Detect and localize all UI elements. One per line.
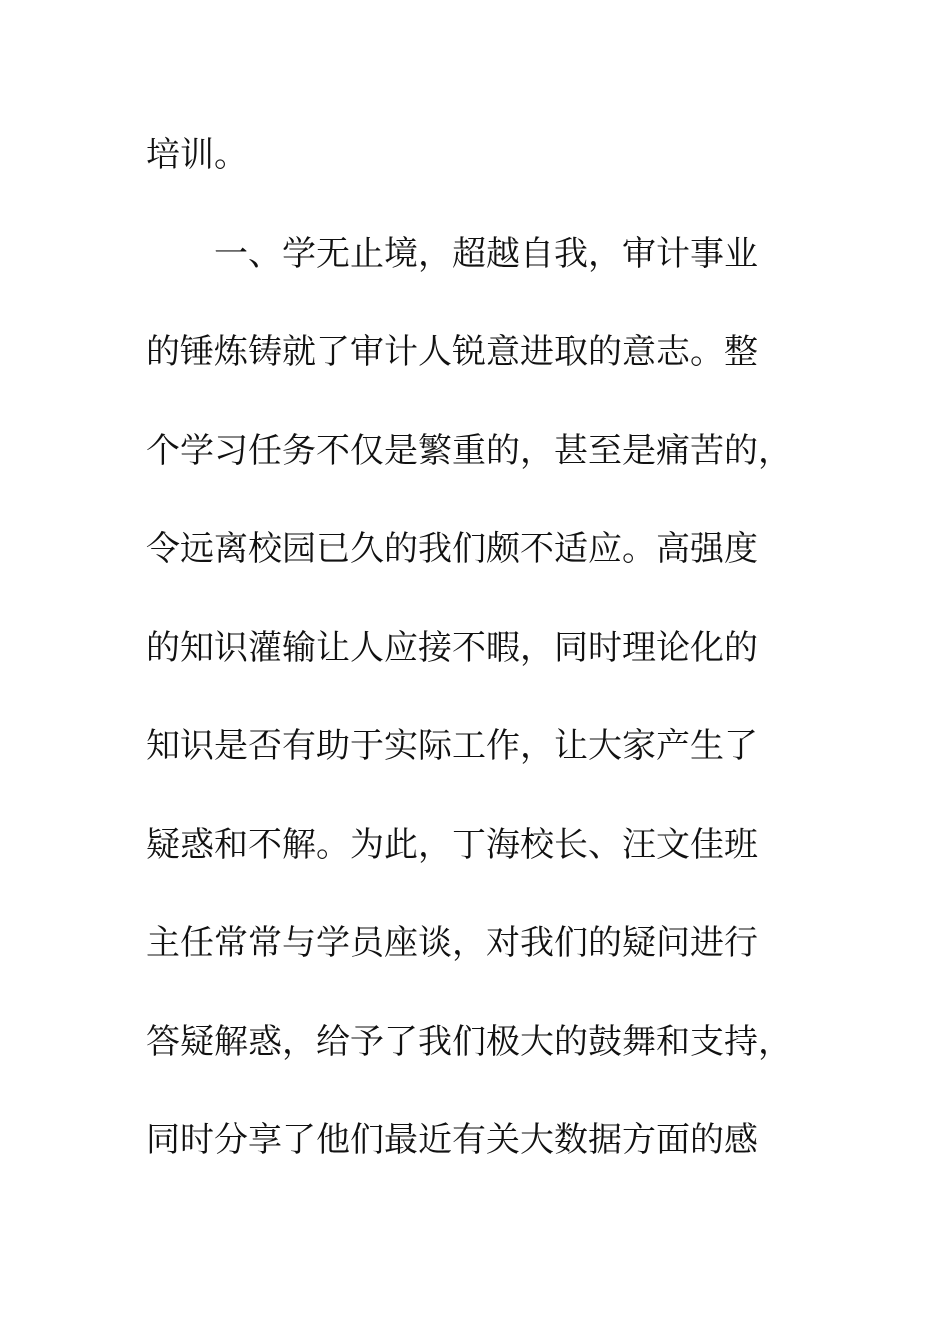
text-line: 的锤炼铸就了审计人锐意进取的意志。整 [146, 332, 758, 372]
text-line: 一、学无止境，超越自我，审计事业 [214, 233, 758, 274]
body-text [146, 122, 826, 1206]
text-line: 个学习任务不仅是繁重的，甚至是痛苦的， [146, 430, 792, 471]
text-line: 令远离校园已久的我们颇不适应。高强度 [146, 529, 758, 569]
text-line: 知识是否有助于实际工作，让大家产生了 [146, 726, 758, 766]
text-line: 同时分享了他们最近有关大数据方面的感 [146, 1120, 758, 1160]
text-line: 答疑解惑，给予了我们极大的鼓舞和支持， [146, 1021, 792, 1062]
text-line: 疑惑和不解。为此，丁海校长、汪文佳班 [146, 824, 758, 865]
text-line: 培训。 [146, 135, 248, 175]
text-line: 的知识灌输让人应接不暇，同时理论化的 [146, 627, 758, 668]
text-line: 主任常常与学员座谈，对我们的疑问进行 [146, 923, 758, 963]
